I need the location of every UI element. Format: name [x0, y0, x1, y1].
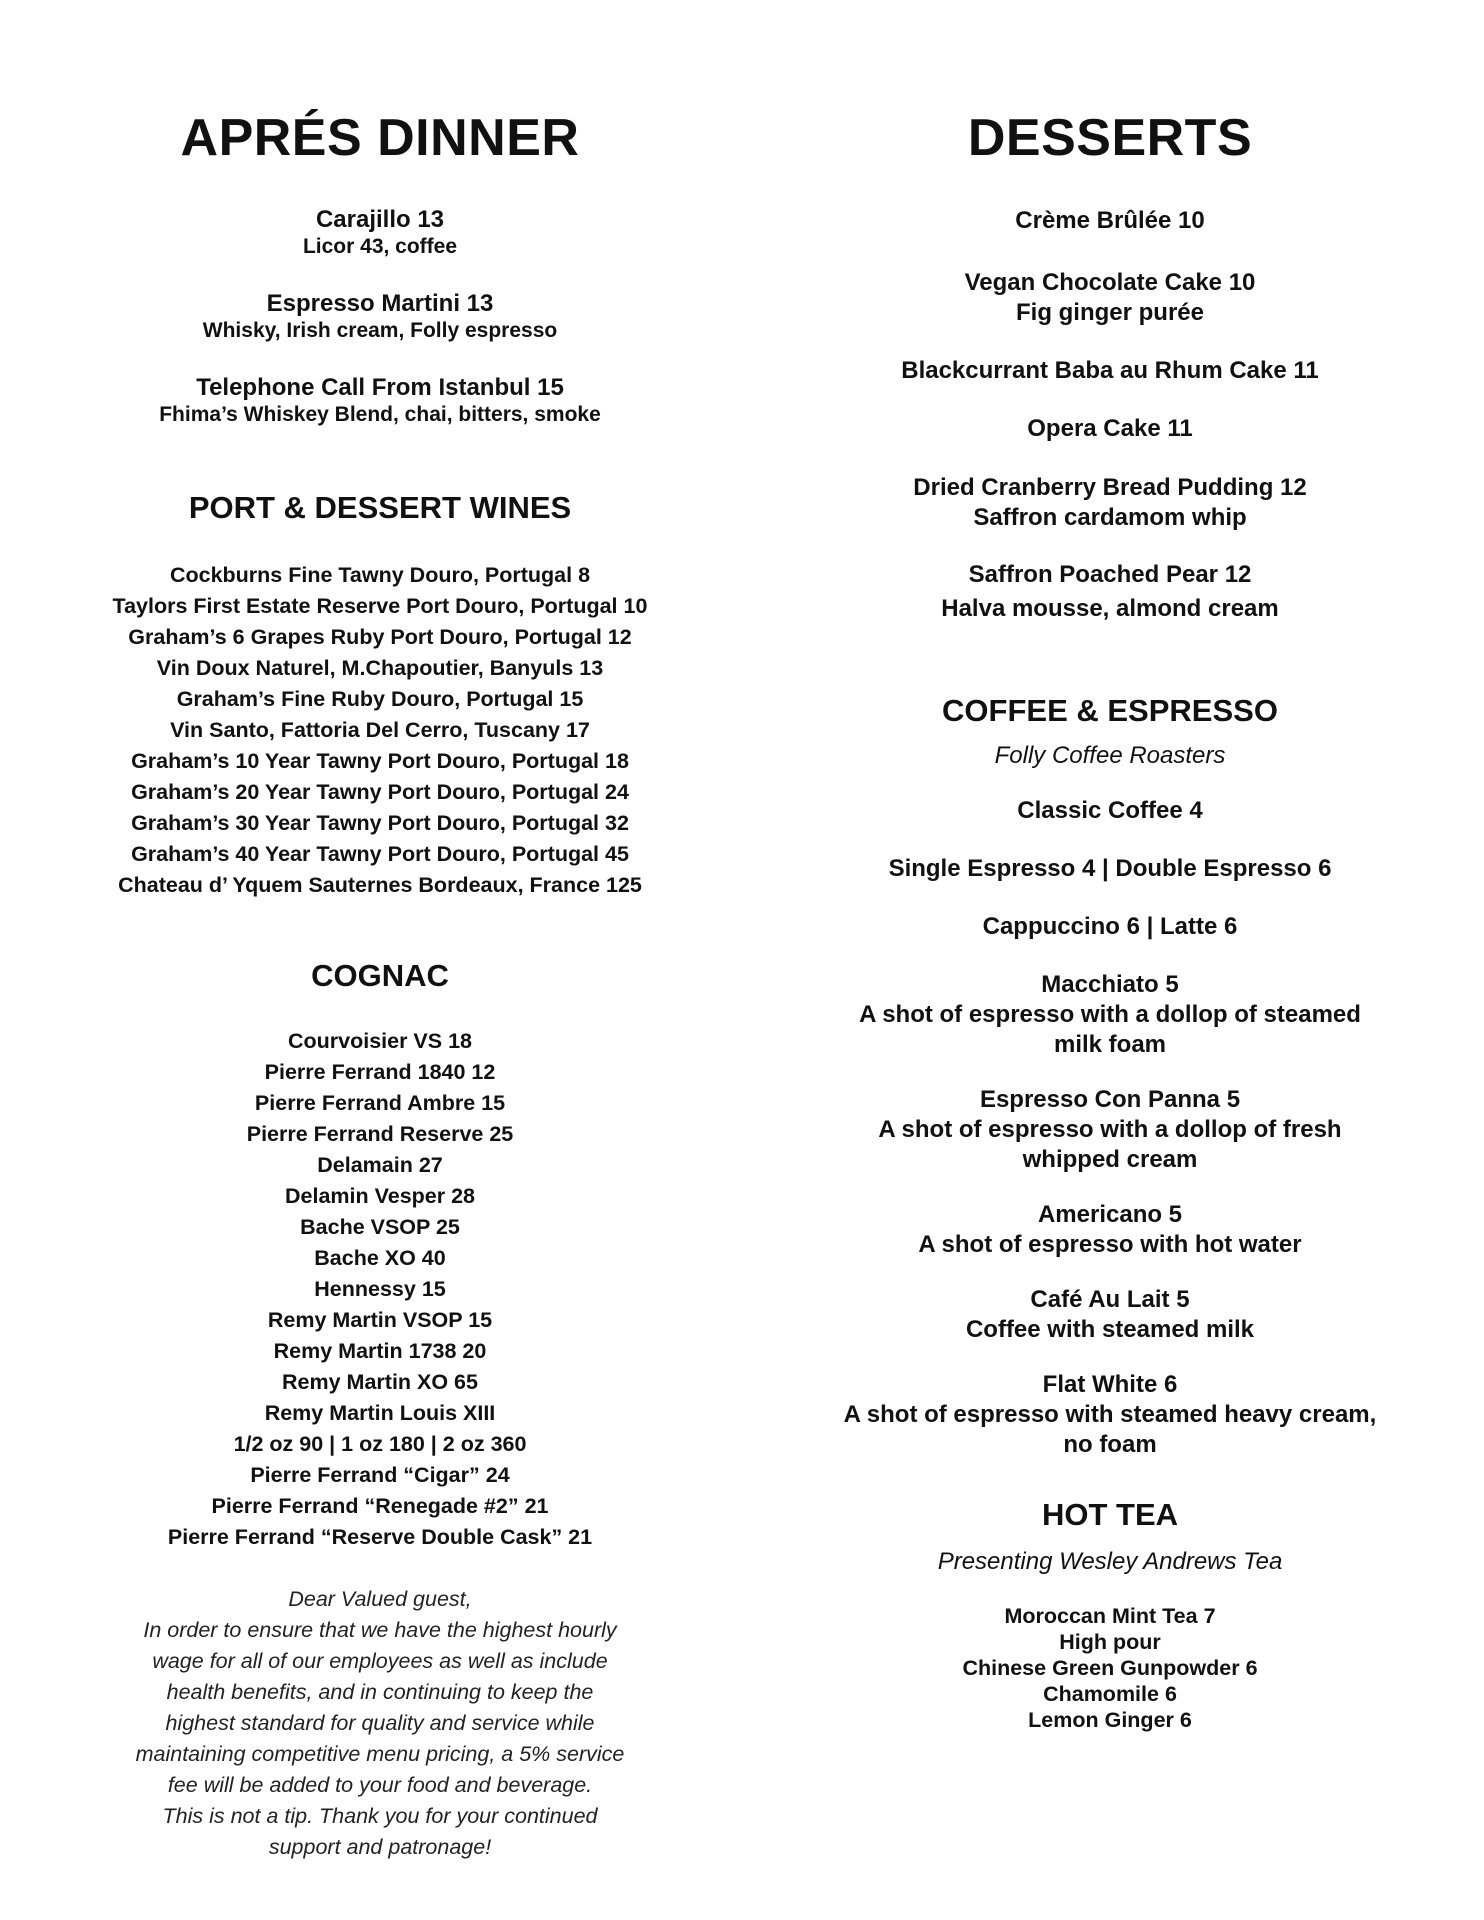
list-item: Graham’s 40 Year Tawny Port Douro, Portugal 45 — [131, 842, 629, 866]
item-desc: Fhima’s Whiskey Blend, chai, bitters, smoke — [159, 403, 601, 426]
note-line: highest standard for quality and service while — [165, 1711, 595, 1735]
item-name: Macchiato 5 — [1041, 971, 1179, 998]
list-item: Remy Martin 1738 20 — [273, 1339, 487, 1363]
item-desc: Fig ginger purée — [1015, 299, 1204, 326]
note-line: This is not a tip. Thank you for your continued — [162, 1804, 598, 1828]
menu-item — [80, 374, 680, 428]
list-item: Pierre Ferrand “Renegade #2” 21 — [211, 1494, 549, 1518]
list-item: Lemon Ginger 6 — [1028, 1708, 1192, 1732]
list-item: 1/2 oz 90 | 1 oz 180 | 2 oz 360 — [233, 1432, 527, 1456]
list-item: High pour — [1059, 1630, 1161, 1654]
item-name: Blackcurrant Baba au Rhum Cake 11 — [901, 357, 1319, 384]
menu-item — [800, 1370, 1420, 1460]
menu-item — [800, 1085, 1420, 1175]
cognac-title: COGNAC — [311, 958, 449, 993]
menu-item — [800, 796, 1420, 826]
item-desc: A shot of espresso with a dollop of steamed — [859, 1001, 1361, 1028]
item-name: Telephone Call From Istanbul 15 — [196, 374, 564, 401]
menu-item — [800, 1285, 1420, 1345]
menu-item — [800, 970, 1420, 1060]
note-line: In order to ensure that we have the highest hourly — [143, 1618, 617, 1642]
list-item: Pierre Ferrand 1840 12 — [264, 1060, 496, 1084]
note-line: maintaining competitive menu pricing, a 5% service — [135, 1742, 625, 1766]
tea-subtitle: Presenting Wesley Andrews Tea — [937, 1548, 1283, 1575]
service-fee-note — [80, 1584, 680, 1863]
menu-item — [80, 206, 680, 260]
item-desc: Halva mousse, almond cream — [941, 595, 1279, 622]
menu-item — [800, 414, 1420, 444]
item-desc: A shot of espresso with hot water — [918, 1231, 1302, 1258]
list-item: Bache XO 40 — [314, 1246, 446, 1270]
list-item: Pierre Ferrand Ambre 15 — [254, 1091, 506, 1115]
note-line: health benefits, and in continuing to keep the — [166, 1680, 594, 1704]
menu-item — [800, 473, 1420, 533]
menu-item — [800, 560, 1420, 624]
menu-item — [800, 912, 1420, 942]
item-desc: A shot of espresso with steamed heavy cream, — [843, 1401, 1377, 1428]
desserts-title: DESSERTS — [967, 109, 1253, 167]
item-desc: milk foam — [1053, 1031, 1167, 1058]
item-name: Café Au Lait 5 — [1030, 1286, 1190, 1313]
note-line: Dear Valued guest, — [288, 1587, 472, 1611]
item-desc: Whisky, Irish cream, Folly espresso — [202, 319, 558, 342]
menu-item — [800, 268, 1420, 328]
item-name: Americano 5 — [1037, 1201, 1183, 1228]
menu-item — [800, 356, 1420, 386]
item-desc: A shot of espresso with a dollop of fresh — [878, 1116, 1342, 1143]
menu-item — [800, 206, 1420, 236]
item-name: Saffron Poached Pear 12 — [968, 561, 1252, 588]
port-wines-title: PORT & DESSERT WINES — [188, 490, 572, 525]
item-desc: Saffron cardamom whip — [973, 504, 1247, 531]
tea-list — [800, 1603, 1420, 1733]
item-name: Dried Cranberry Bread Pudding 12 — [913, 474, 1307, 501]
item-name: Carajillo 13 — [315, 206, 445, 233]
list-item: Vin Santo, Fattoria Del Cerro, Tuscany 17 — [170, 718, 590, 742]
list-item: Courvoisier VS 18 — [287, 1029, 473, 1053]
list-item: Delamain 27 — [317, 1153, 443, 1177]
list-item: Remy Martin Louis XIII — [264, 1401, 496, 1425]
hot-tea-title: HOT TEA — [1041, 1497, 1179, 1532]
item-name: Classic Coffee 4 — [1017, 797, 1203, 824]
item-name: Cappuccino 6 | Latte 6 — [982, 913, 1238, 940]
list-item: Remy Martin VSOP 15 — [267, 1308, 493, 1332]
item-name: Vegan Chocolate Cake 10 — [964, 269, 1256, 296]
list-item: Graham’s 20 Year Tawny Port Douro, Portugal 24 — [131, 780, 629, 804]
list-item: Chinese Green Gunpowder 6 — [962, 1656, 1258, 1680]
list-item: Pierre Ferrand Reserve 25 — [246, 1122, 514, 1146]
menu-item — [80, 290, 680, 344]
item-name: Flat White 6 — [1042, 1371, 1178, 1398]
menu-item — [800, 1200, 1420, 1260]
item-name: Espresso Martini 13 — [266, 290, 494, 317]
item-desc: Licor 43, coffee — [302, 235, 458, 258]
list-item: Vin Doux Naturel, M.Chapoutier, Banyuls 13 — [156, 656, 604, 680]
list-item: Cockburns Fine Tawny Douro, Portugal 8 — [169, 563, 591, 587]
item-desc: Coffee with steamed milk — [965, 1316, 1255, 1343]
list-item: Remy Martin XO 65 — [282, 1370, 478, 1394]
note-line: support and patronage! — [268, 1835, 492, 1859]
item-desc: whipped cream — [1022, 1146, 1198, 1173]
item-name: Single Espresso 4 | Double Espresso 6 — [888, 855, 1332, 882]
note-line: wage for all of our employees as well as include — [152, 1649, 608, 1673]
menu-item — [800, 854, 1420, 884]
apres-dinner-title: APRÉS DINNER — [180, 109, 580, 167]
list-item: Taylors First Estate Reserve Port Douro, Portugal 10 — [112, 594, 648, 618]
item-name: Espresso Con Panna 5 — [979, 1086, 1241, 1113]
list-item: Pierre Ferrand “Cigar” 24 — [250, 1463, 510, 1487]
item-desc: no foam — [1063, 1431, 1157, 1458]
list-item: Chateau d’ Yquem Sauternes Bordeaux, France 125 — [118, 873, 642, 897]
list-item: Graham’s 6 Grapes Ruby Port Douro, Portugal 12 — [128, 625, 632, 649]
item-name: Crème Brûlée 10 — [1015, 207, 1205, 234]
list-item: Graham’s Fine Ruby Douro, Portugal 15 — [176, 687, 584, 711]
list-item: Hennessy 15 — [314, 1277, 446, 1301]
list-item: Graham’s 10 Year Tawny Port Douro, Portugal 18 — [131, 749, 629, 773]
list-item: Chamomile 6 — [1043, 1682, 1177, 1706]
list-item: Graham’s 30 Year Tawny Port Douro, Portugal 32 — [131, 811, 629, 835]
coffee-title: COFFEE & ESPRESSO — [942, 693, 1278, 728]
list-item: Bache VSOP 25 — [300, 1215, 460, 1239]
note-line: fee will be added to your food and beverage. — [167, 1773, 593, 1797]
item-name: Opera Cake 11 — [1027, 415, 1193, 442]
cognac-list — [80, 1026, 680, 1553]
port-list — [80, 560, 680, 901]
list-item: Moroccan Mint Tea 7 — [1004, 1604, 1216, 1628]
list-item: Pierre Ferrand “Reserve Double Cask” 21 — [167, 1525, 593, 1549]
coffee-subtitle: Folly Coffee Roasters — [994, 742, 1226, 769]
list-item: Delamin Vesper 28 — [284, 1184, 476, 1208]
